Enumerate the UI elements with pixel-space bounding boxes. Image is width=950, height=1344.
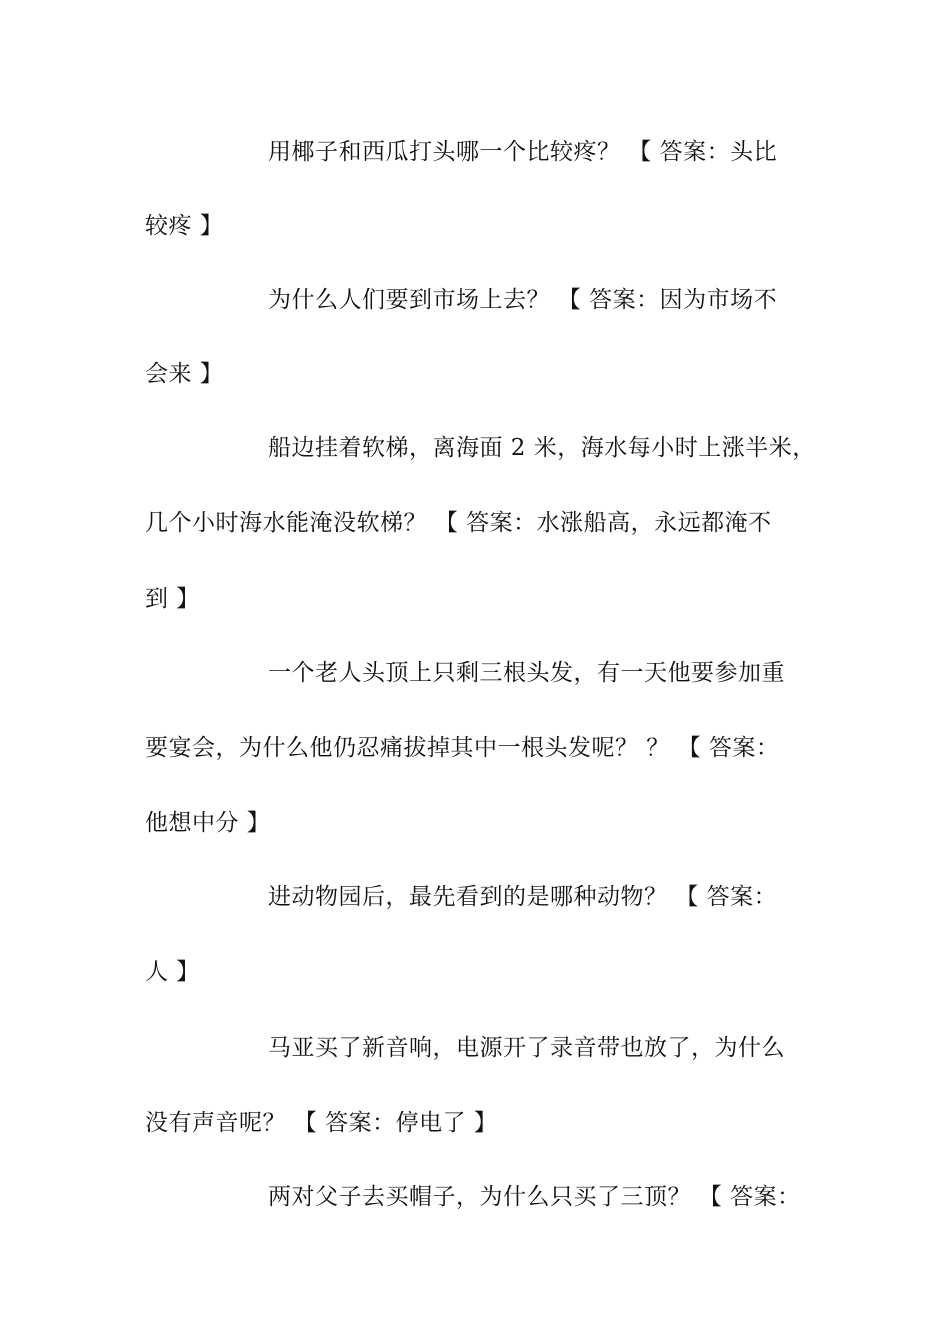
riddle-7-line-1: 两对父子去买帽子，为什么只买了三顶？ 【 答案： [268, 1184, 801, 1210]
riddle-1-line-1: 用椰子和西瓜打头哪一个比较疼？ 【 答案：头比 [268, 139, 778, 165]
riddle-5-line-2: 人 】 [145, 959, 200, 985]
riddle-3-line-1: 船边挂着软梯，离海面 2 米，海水每小时上涨半米， [268, 435, 816, 461]
riddle-5-line-1: 进动物园后，最先看到的是哪种动物？ 【 答案： [268, 884, 778, 910]
riddle-2-line-1: 为什么人们要到市场上去？ 【 答案：因为市场不 [268, 287, 778, 313]
riddle-4-line-1: 一个老人头顶上只剩三根头发，有一天他要参加重 [268, 660, 785, 686]
riddle-4-line-3: 他想中分 】 [145, 810, 271, 836]
riddle-4-line-2: 要宴会，为什么他仍忍痛拔掉其中一根头发呢？ ？ 【 答案： [145, 735, 780, 761]
riddle-3-line-3: 到 】 [145, 586, 200, 612]
riddle-2-line-2: 会来 】 [145, 361, 224, 387]
riddle-3-line-2: 几个小时海水能淹没软梯？ 【 答案：水涨船高，永远都淹不 [145, 510, 772, 536]
riddle-6-line-1: 马亚买了新音响，电源开了录音带也放了，为什么 [268, 1035, 785, 1061]
riddle-1-line-2: 较疼 】 [145, 213, 224, 239]
riddle-6-line-2: 没有声音呢？ 【 答案：停电了 】 [145, 1110, 498, 1136]
